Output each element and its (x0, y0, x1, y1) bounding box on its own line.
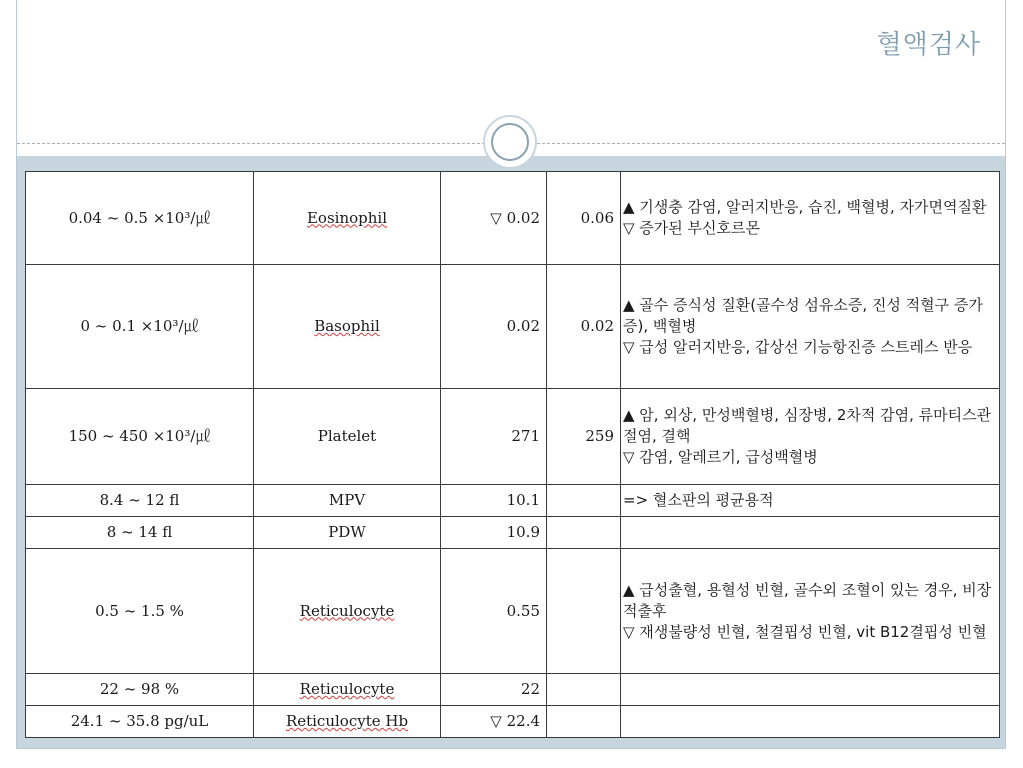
test-name (254, 706, 441, 738)
test-name (254, 485, 441, 517)
test-value: 22 (441, 674, 547, 706)
test-value: 0.02 (441, 265, 547, 389)
previous-value: 259 (547, 389, 621, 485)
note-line: => 혈소판의 평균용적 (623, 491, 774, 509)
note-line: ▽ 급성 알러지반응, 갑상선 기능항진증 스트레스 반응 (623, 338, 973, 356)
clinical-note (621, 265, 1000, 389)
test-name-text: Basophil (314, 317, 380, 335)
table-row (26, 674, 1000, 706)
previous-value (547, 549, 621, 674)
test-name (254, 389, 441, 485)
table-row (26, 706, 1000, 738)
test-name (254, 265, 441, 389)
previous-value (547, 706, 621, 738)
test-value: 10.9 (441, 517, 547, 549)
test-name (254, 674, 441, 706)
blood-test-table (25, 171, 1000, 738)
table-row (26, 172, 1000, 265)
reference-range: 8.4 ~ 12 fl (26, 485, 254, 517)
test-name-text: Reticulocyte (299, 601, 395, 620)
slide-header (17, 0, 1005, 144)
previous-value (547, 674, 621, 706)
reference-range: 8 ~ 14 fl (26, 517, 254, 549)
test-name-text: MPV (328, 491, 366, 509)
clinical-note (621, 706, 1000, 738)
test-name-text: Reticulocyte Hb (285, 712, 409, 730)
test-value: 271 (441, 389, 547, 485)
slide-frame (16, 0, 1006, 749)
table-row (26, 485, 1000, 517)
clinical-note (621, 674, 1000, 706)
circle-ornament-icon (483, 115, 537, 169)
test-value: ▽ 0.02 (441, 172, 547, 265)
test-value: 10.1 (441, 485, 547, 517)
test-value: ▽ 22.4 (441, 706, 547, 738)
test-name-text: Reticulocyte (299, 680, 395, 698)
reference-range: 24.1 ~ 35.8 pg/uL (26, 706, 254, 738)
content-area (17, 168, 1005, 748)
previous-value (547, 517, 621, 549)
test-name (254, 549, 441, 674)
clinical-note (621, 485, 1000, 517)
note-line: ▲ 급성출혈, 용혈성 빈혈, 골수외 조혈이 있는 경우, 비장 적출후 (623, 580, 992, 620)
table-row (26, 549, 1000, 674)
clinical-note (621, 172, 1000, 265)
previous-value: 0.02 (547, 265, 621, 389)
note-line: ▲ 기생충 감염, 알러지반응, 습진, 백혈병, 자가면역질환 (623, 198, 987, 216)
reference-range: 0.04 ~ 0.5 ×10³/㎕ (26, 172, 254, 265)
test-name-text: PDW (328, 523, 366, 541)
test-name-text: Platelet (317, 427, 377, 445)
previous-value (547, 485, 621, 517)
table-row (26, 517, 1000, 549)
test-name-text: Eosinophil (306, 208, 388, 227)
note-line: ▲ 암, 외상, 만성백혈병, 심장병, 2차적 감염, 류마티스관절염, 결핵 (623, 406, 992, 445)
reference-range: 0.5 ~ 1.5 % (26, 549, 254, 674)
reference-range: 0 ~ 0.1 ×10³/㎕ (26, 265, 254, 389)
test-name (254, 172, 441, 265)
circle-ornament-inner (491, 123, 529, 161)
test-name (254, 517, 441, 549)
test-value: 0.55 (441, 549, 547, 674)
clinical-note (621, 549, 1000, 674)
reference-range: 22 ~ 98 % (26, 674, 254, 706)
clinical-note (621, 517, 1000, 549)
previous-value: 0.06 (547, 172, 621, 265)
note-line: ▲ 골수 증식성 질환(골수성 섬유소증, 진성 적혈구 증가증), 백혈병 (623, 296, 983, 335)
page-title: 혈액검사 (876, 30, 981, 60)
note-line: ▽ 재생불량성 빈혈, 철결핍성 빈혈, vit B12결핍성 빈혈 (623, 622, 987, 641)
note-line: ▽ 증가된 부신호르몬 (623, 219, 760, 237)
note-line: ▽ 감염, 알레르기, 급성백혈병 (623, 448, 818, 466)
reference-range: 150 ~ 450 ×10³/㎕ (26, 389, 254, 485)
clinical-note (621, 389, 1000, 485)
table-row (26, 265, 1000, 389)
table-row (26, 389, 1000, 485)
